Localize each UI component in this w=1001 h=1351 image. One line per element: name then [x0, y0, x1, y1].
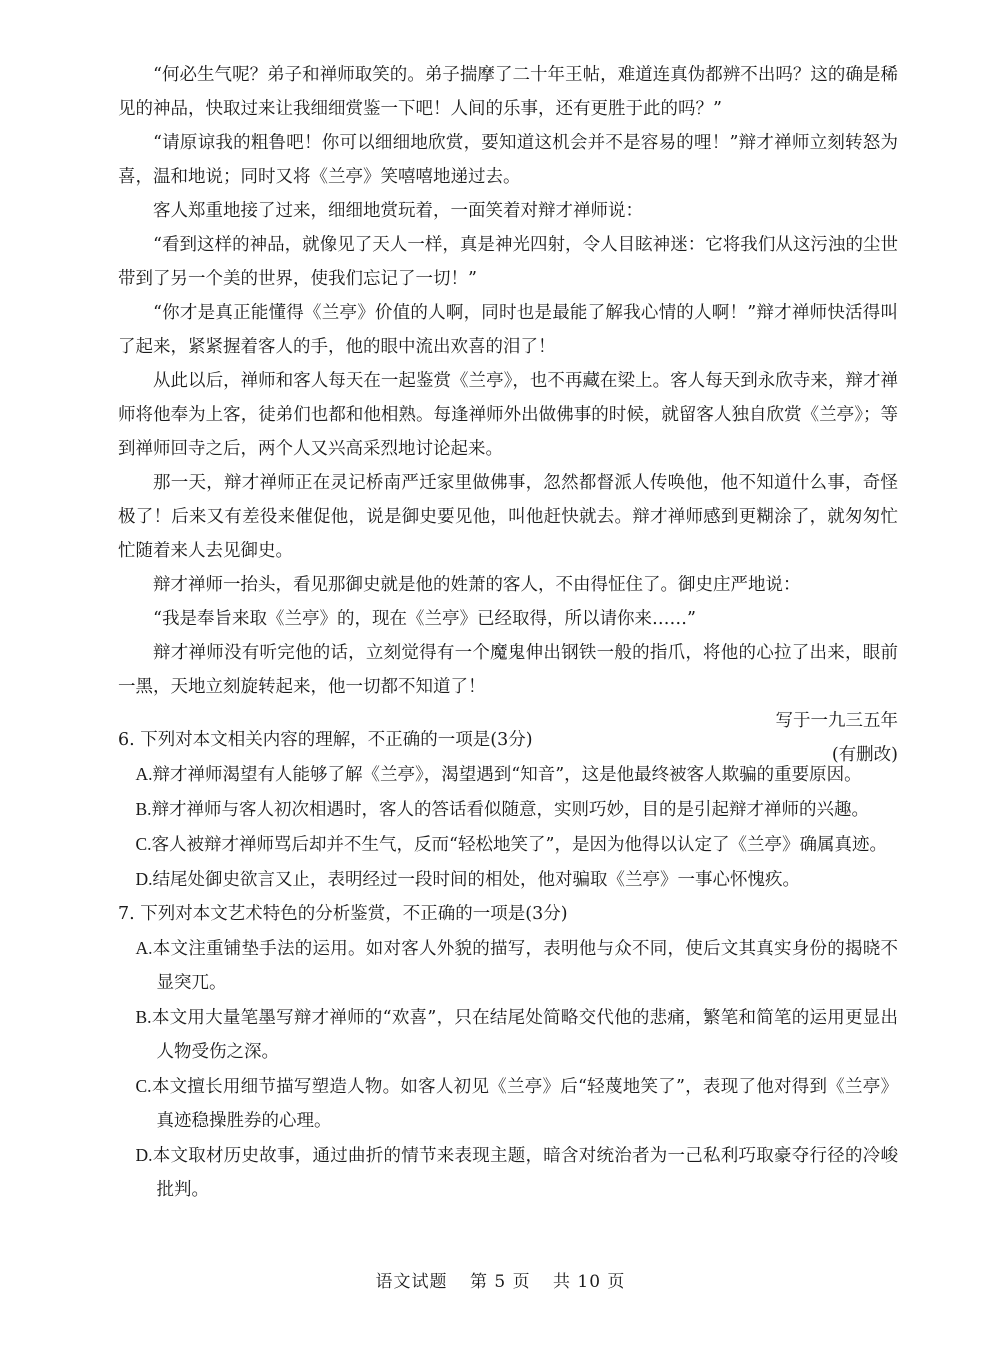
footer-subject: 语文试题: [375, 1272, 448, 1292]
option-b: [118, 792, 898, 827]
option-letter: B.: [135, 1007, 152, 1027]
story-paragraph: “我是奉旨来取《兰亭》的，现在《兰亭》已经取得，所以请你来……”: [153, 609, 696, 629]
option-text: 本文用大量笔墨写辩才禅师的“欢喜”，只在结尾处简略交代他的悲痛，繁笔和简笔的运用更显出人物受伤之深。: [151, 1008, 898, 1062]
option-letter: A.: [135, 764, 153, 784]
option-letter: B.: [135, 799, 152, 819]
footer-total-pages: 共 10 页: [552, 1272, 626, 1292]
question-stem: 7. 下列对本文艺术特色的分析鉴赏，不正确的一项是(3分): [118, 904, 568, 924]
option-text: 本文注重铺垫手法的运用。如对客人外貌的描写，表明他与众不同，使后文其真实身份的揭晓不显突兀。: [152, 939, 898, 993]
option-text: 本文取材历史故事，通过曲折的情节来表现主题，暗含对统治者为一己私利巧取豪夺行径的冷峻批判。: [152, 1146, 898, 1200]
story-paragraph: 辩才禅师一抬头，看见那御史就是他的姓萧的客人，不由得怔住了。御史庄严地说：: [153, 575, 801, 595]
question-6: [118, 723, 898, 897]
story-paragraph: 辩才禅师没有听完他的话，立刻觉得有一个魔鬼伸出钢铁一般的指爪，将他的心拉了出来，眼前一黑，天地立刻旋转起来，他一切都不知道了！: [118, 643, 898, 697]
option-c: [118, 827, 898, 862]
option-b: [118, 1000, 898, 1069]
story-section: [118, 58, 898, 772]
edit-note: (有删改): [831, 745, 898, 765]
questions-section: [118, 723, 898, 1207]
option-letter: C.: [135, 1076, 152, 1096]
question-7: [118, 897, 898, 1207]
page-footer: [0, 1270, 1001, 1294]
story-paragraph: “看到这样的神品，就像见了天人一样，真是神光四射，令人目眩神迷：它将我们从这污浊的尘世带到了另一个美的世界，使我们忘记了一切！”: [118, 235, 898, 289]
option-d: [118, 862, 898, 897]
option-text: 辩才禅师与客人初次相遇时，客人的答话看似随意，实则巧妙，目的是引起辩才禅师的兴趣。: [151, 800, 870, 820]
option-text: 结尾处御史欲言又止，表明经过一段时间的相处，他对骗取《兰亭》一事心怀愧疚。: [152, 870, 801, 890]
option-d: [118, 1138, 898, 1207]
story-paragraph: “何必生气呢？弟子和禅师取笑的。弟子揣摩了二十年王帖，难道连真伪都辨不出吗？这的确是稀见的神品，快取过来让我细细赏鉴一下吧！人间的乐事，还有更胜于此的吗？”: [118, 65, 898, 119]
option-letter: C.: [135, 834, 152, 854]
option-letter: D.: [135, 869, 153, 889]
option-a: [118, 757, 898, 792]
option-text: 本文擅长用细节描写塑造人物。如客人初见《兰亭》后“轻蔑地笑了”，表现了他对得到《兰亭》真迹稳操胜券的心理。: [151, 1077, 898, 1131]
story-paragraph: 客人郑重地接了过来，细细地赏玩着，一面笑着对辩才禅师说：: [153, 201, 643, 221]
question-stem: 6. 下列对本文相关内容的理解，不正确的一项是(3分): [118, 730, 533, 750]
option-text: 辩才禅师渴望有人能够了解《兰亭》，渴望遇到“知音”，这是他最终被客人欺骗的重要原因。: [152, 765, 862, 785]
option-letter: A.: [135, 938, 153, 958]
option-c: [118, 1069, 898, 1138]
story-paragraph: “请原谅我的粗鲁吧！你可以细细地欣赏，要知道这机会并不是容易的哩！”辩才禅师立刻转怒为喜，温和地说；同时又将《兰亭》笑嘻嘻地递过去。: [118, 133, 898, 187]
story-paragraph: 那一天，辩才禅师正在灵记桥南严迁家里做佛事，忽然都督派人传唤他，他不知道什么事，奇怪极了！后来又有差役来催促他，说是御史要见他，叫他赶快就去。辩才禅师感到更糊涂了，就匆匆忙忙随着来人去见御史。: [118, 473, 898, 561]
date-note: 写于一九三五年: [775, 711, 898, 731]
story-paragraph: “你才是真正能懂得《兰亭》价值的人啊，同时也是最能了解我心情的人啊！”辩才禅师快活得叫了起来，紧紧握着客人的手，他的眼中流出欢喜的泪了！: [118, 303, 898, 357]
option-letter: D.: [135, 1145, 153, 1165]
option-a: [118, 931, 898, 1000]
story-paragraph: 从此以后，禅师和客人每天在一起鉴赏《兰亭》，也不再藏在梁上。客人每天到永欣寺来，辩才禅师将他奉为上客，徒弟们也都和他相熟。每逢禅师外出做佛事的时候，就留客人独自欣赏《兰亭》；等到禅师回寺之后，两个人又兴高采烈地讨论起来。: [118, 371, 898, 459]
option-text: 客人被辩才禅师骂后却并不生气，反而“轻松地笑了”，是因为他得以认定了《兰亭》确属真迹。: [151, 835, 887, 855]
footer-page-number: 第 5 页: [469, 1272, 531, 1292]
